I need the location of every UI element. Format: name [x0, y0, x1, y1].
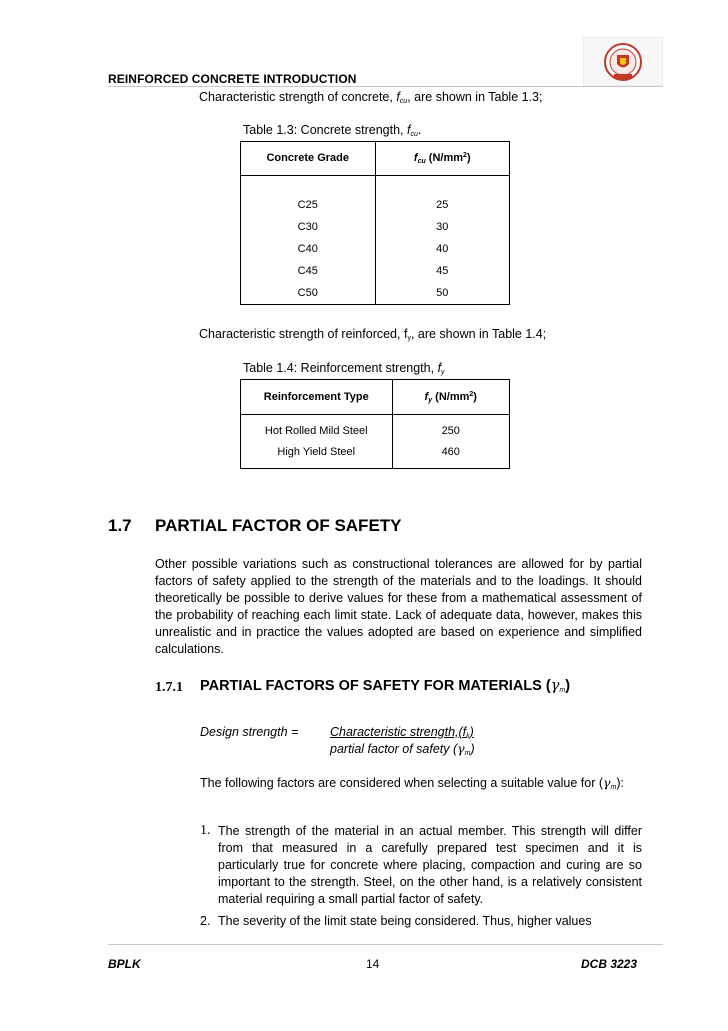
formula-denominator-close: ): [470, 742, 475, 756]
table13-caption-suffix: .: [417, 123, 422, 137]
formula-numerator-text: Characteristic strength,(f: [330, 725, 467, 739]
formula-numerator-sub: k: [466, 733, 470, 740]
table14-col2-symbol: f: [424, 390, 429, 403]
table14-col1-header: Reinforcement Type: [241, 380, 393, 415]
subsection-number: 1.7.1: [155, 680, 183, 695]
table13-col2-close: ): [466, 152, 471, 164]
table13-caption-sub: cu: [410, 131, 418, 138]
table-row: [241, 283, 510, 305]
formula-numerator-close: ): [469, 725, 474, 739]
subsection-title-text: PARTIAL FACTORS OF SAFETY FOR MATERIALS (: [200, 678, 551, 694]
header-title: REINFORCED CONCRETE INTRODUCTION: [108, 72, 357, 86]
footer-rule: [108, 944, 663, 945]
concrete-intro-symbol: f: [396, 90, 400, 104]
reinf-intro-sub: y: [407, 335, 411, 342]
table13-grade: C40: [241, 239, 376, 261]
table14-col2-sub: y: [428, 396, 433, 404]
section-number: 1.7: [108, 516, 132, 535]
table13-grade: C45: [241, 261, 376, 283]
table13-value: 40: [375, 239, 509, 261]
table-row: [241, 442, 510, 469]
section-paragraph: Other possible variations such as constructional tolerances are allowed for by partial factors of safety applied to the strength of the materials and to the loadings. It should theoretically be possible to derive values for these from a mathematical assessment of the probability of reaching each limit state. Lack of adequate data, however, makes this unrealistic and in practice the values adopted are based on experience and simplified calculations.: [155, 557, 642, 656]
list-item: The severity of the limit state being considered. Thus, higher values: [218, 914, 592, 928]
factors-intro-close: ):: [616, 776, 624, 790]
university-seal-icon: [600, 40, 646, 84]
formula-label: Design strength =: [200, 725, 299, 739]
reinf-intro: [199, 327, 546, 346]
table13-header-row: [241, 142, 510, 176]
table14-type: High Yield Steel: [241, 442, 393, 469]
table14-caption: [243, 361, 445, 380]
table14-caption-prefix: Table 1.4: Reinforcement strength,: [243, 361, 438, 375]
reinf-intro-suffix: , are shown in Table 1.4;: [410, 327, 547, 341]
table13-col2-sub: cu: [417, 158, 426, 165]
footer-left: BPLK: [108, 957, 141, 971]
table14-header-row: [241, 380, 510, 415]
table14: [240, 379, 510, 469]
table13: [240, 141, 510, 305]
subsection-title-close: ): [565, 678, 571, 694]
list-item-number: 2.: [200, 914, 211, 928]
table13-col2-unit: (N/mm: [425, 152, 464, 164]
factors-intro-gamma: γ: [603, 775, 611, 790]
table13-caption-prefix: Table 1.3: Concrete strength,: [243, 123, 407, 137]
table13-caption: [243, 123, 421, 142]
logo-box: [583, 37, 663, 86]
page-number: 14: [366, 957, 380, 971]
table-row: [241, 217, 510, 239]
concrete-intro-prefix: Characteristic strength of concrete,: [199, 90, 397, 104]
table14-value: 460: [392, 442, 510, 469]
subsection-title: [200, 679, 570, 698]
table14-caption-symbol: f: [437, 361, 442, 375]
concrete-intro-sub: cu: [399, 98, 408, 105]
table13-value: 25: [375, 194, 509, 217]
subsection-gamma-sub: m: [559, 687, 566, 694]
formula-denominator-sub: m: [464, 750, 471, 757]
section-title: PARTIAL FACTOR OF SAFETY: [155, 516, 402, 535]
table-row: [241, 239, 510, 261]
table13-col2-symbol: f: [413, 152, 418, 164]
concrete-intro: [199, 90, 542, 109]
table13-grade: C30: [241, 217, 376, 239]
formula-denominator-text: partial factor of safety (: [330, 742, 458, 756]
table14-col2-close: ): [473, 390, 477, 403]
factors-intro-text: The following factors are considered when selecting a suitable value for (: [200, 776, 603, 790]
table13-grade: C50: [241, 283, 376, 305]
table13-col2-header: [375, 142, 509, 176]
list-item: The strength of the material in an actual member. This strength will differ from that measured in a carefully prepared test specimen and it is particularly true for concrete where placing, compaction and curing are so important to the strength. Steel, on the other hand, is a relatively consistent material requiring a small partial factor of safety.: [218, 824, 642, 906]
table14-caption-sub: y: [441, 369, 445, 376]
table-row: [241, 261, 510, 283]
formula-denominator-gamma: γ: [457, 741, 465, 756]
list-item-number: 1.: [200, 823, 211, 838]
concrete-intro-suffix: , are shown in Table 1.3;: [407, 90, 543, 104]
table13-grade: C25: [241, 194, 376, 217]
table-row: [241, 194, 510, 217]
table13-caption-symbol: f: [406, 123, 411, 137]
table14-col2-sup: 2: [469, 390, 474, 398]
table13-value: 30: [375, 217, 509, 239]
table14-type: Hot Rolled Mild Steel: [241, 422, 393, 442]
factors-intro: [200, 774, 642, 796]
table14-col2-unit: (N/mm: [432, 390, 470, 403]
reinf-intro-prefix: Characteristic strength of reinforced, f: [199, 327, 408, 341]
table13-value: 45: [375, 261, 509, 283]
header-rule: [108, 86, 663, 87]
formula-denominator: [330, 741, 475, 761]
table14-col2-header: [392, 380, 510, 415]
footer-right: DCB 3223: [581, 957, 638, 971]
table-row: [241, 422, 510, 442]
table13-col1-header: Concrete Grade: [241, 142, 376, 176]
table14-value: 250: [392, 422, 510, 442]
factors-intro-gamma-sub: m: [610, 784, 617, 791]
table13-col2-sup: 2: [463, 152, 467, 159]
table13-value: 50: [375, 283, 509, 305]
subsection-gamma: γ: [550, 678, 560, 694]
